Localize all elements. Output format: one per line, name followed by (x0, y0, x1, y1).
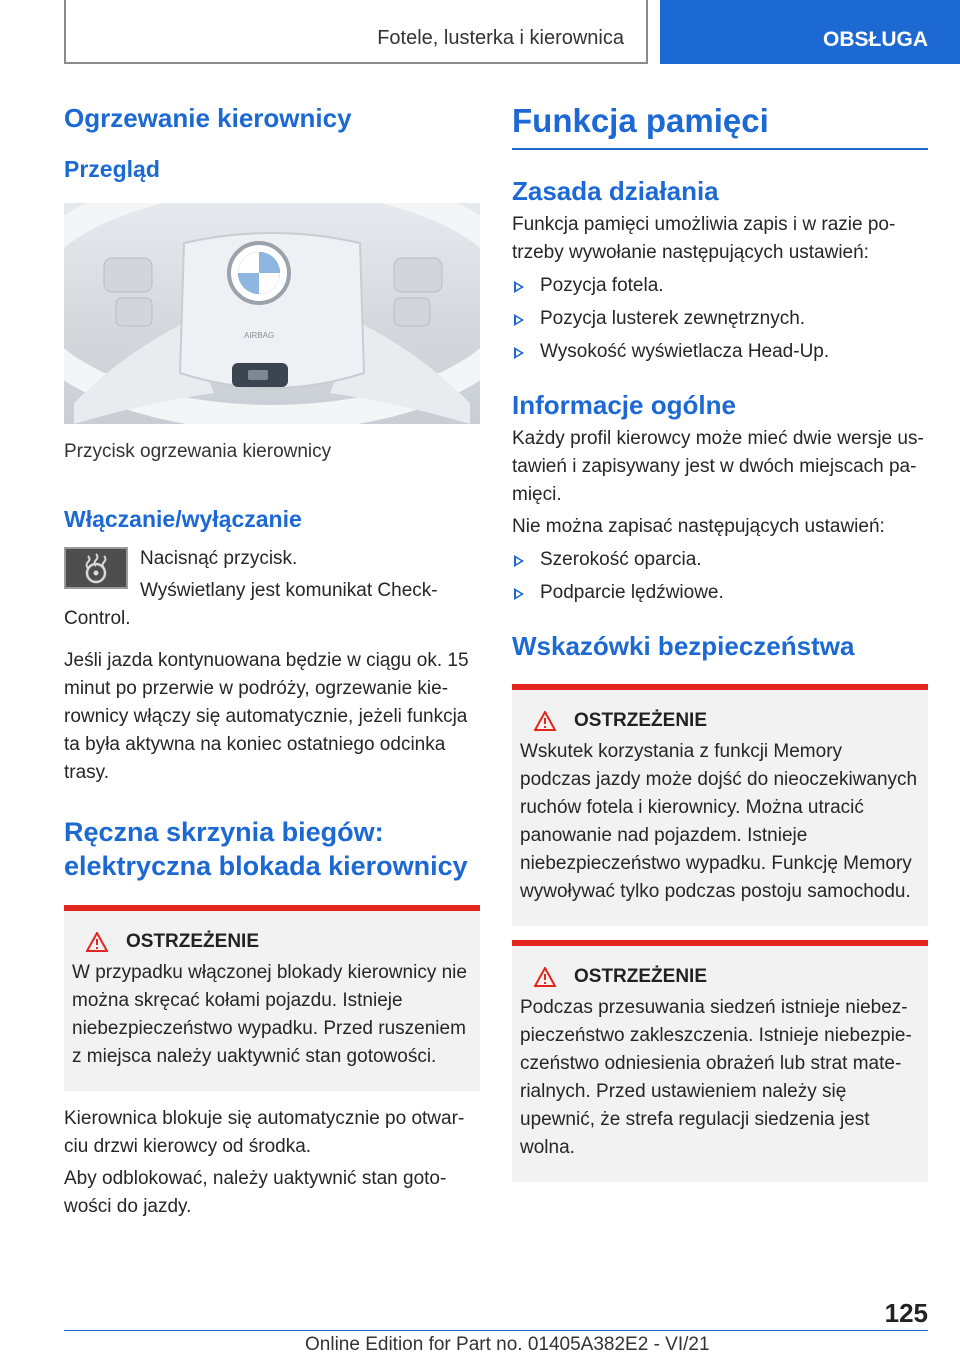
warning-box-steering-lock (64, 905, 480, 1091)
airbag-label: AIRBAG (244, 331, 275, 340)
warning-box-seat-pinch (512, 940, 928, 1182)
subsection-safety: Wskazówki bezpieczeństwa (512, 631, 855, 661)
principle-paragraph: Funkcja pamięci umożliwia zapis i w razie potrzeby wywołanie następujących ustawień: (512, 214, 896, 263)
list-item: Pozycja lusterek zewnętrznych. (512, 305, 928, 333)
list-item: Podparcie lędźwiowe. (512, 579, 928, 607)
photo-caption: Przycisk ogrzewania kierownicy (64, 441, 332, 462)
list-item: Szerokość oparcia. (512, 546, 928, 574)
warning-text: Podczas przesuwania siedzeń istnieje niebezpieczeństwo zakleszczenia. Istnieje niebezpieczeństwo odniesienia obrażeń lub strat materialnych. Przed ustawieniem należy się upewnić, że strefa regulacji siedzenia jest wolna. (520, 997, 912, 1158)
general-paragraph: Każdy profil kierowcy może mieć dwie wersje ustawień i zapisywany jest w dwóch miejscach pamięci. (512, 428, 924, 505)
steering-wheel-photo (64, 203, 480, 424)
principle-list (512, 272, 928, 366)
right-column (512, 100, 928, 1182)
list-item: Wysokość wyświetlacza Head-Up. (512, 338, 928, 366)
warning-label: OSTRZEŻENIE (574, 710, 708, 731)
warning-triangle-icon (534, 967, 556, 987)
auto-lock-paragraph: Kierownica blokuje się automatycznie po otwarciu drzwi kierowcy od środka. (64, 1108, 465, 1157)
header-chapter-label: OBSŁUGA (823, 28, 928, 51)
warning-box-memory-driving (512, 684, 928, 926)
header-section-title: Fotele, lusterka i kierownica (377, 27, 624, 49)
steering-wheel-illustration (64, 203, 480, 424)
auto-heating-paragraph: Jeśli jazda kontynuowana będzie w ciągu ok. 15 minut po przerwie w podróży, ogrzewanie kierownicy włączy się automatycznie, jeżeli funkcja ta była aktywna na koniec ostatniego odcinka trasy. (64, 650, 469, 783)
left-column (64, 100, 480, 1221)
list-item: Pozycja fotela. (512, 272, 928, 300)
section-title-steering-heating: Ogrzewanie kierownicy (64, 103, 352, 133)
warning-label: OSTRZEŻENIE (574, 966, 708, 987)
footer-divider (64, 1330, 928, 1331)
subsection-principle: Zasada działania (512, 176, 719, 206)
warning-label: OSTRZEŻENIE (126, 931, 260, 952)
check-control-continued: Control. (64, 608, 131, 629)
warning-text: Wskutek korzystania z funkcji Memory podczas jazdy może dojść do nieoczekiwanych ruchów fotela i kierownicy. Można utracić panowanie nad pojazdem. Istnieje niebezpieczeństwo wypadku. Funkcję Memory wywoływać tylko podczas postoju samochodu. (520, 741, 918, 902)
section-title-memory-function: Funkcja pamięci (512, 102, 928, 150)
subsection-overview: Przegląd (64, 156, 160, 182)
section-title-manual-gearbox: Ręczna skrzynia biegów: elektryczna blokada kierownicy (64, 817, 468, 881)
subsection-general-info: Informacje ogólne (512, 390, 736, 420)
header-frame (64, 0, 648, 64)
cannot-save-paragraph: Nie można zapisać następujących ustawień: (512, 516, 885, 537)
subsection-on-off: Włączanie/wyłączanie (64, 506, 302, 532)
cannot-save-list (512, 546, 928, 607)
header-chapter-tab[interactable] (660, 0, 960, 64)
warning-text: W przypadku włączonej blokady kierownicy nie można skręcać kołami pojazdu. Istnieje niebezpieczeństwo wypadku. Przed ruszeniem z miejsca należy uaktywnić stan gotowości. (72, 962, 467, 1067)
press-instruction: Nacisnąć przycisk. (140, 548, 298, 569)
warning-header (520, 966, 918, 988)
steering-wheel-heating-icon (64, 547, 128, 589)
warning-triangle-icon (534, 711, 556, 731)
warning-triangle-icon (86, 932, 108, 952)
unlock-paragraph: Aby odblokować, należy uaktywnić stan gotowości do jazdy. (64, 1168, 447, 1217)
check-control-message: Wyświetlany jest komunikat Check- (140, 580, 438, 601)
button-instruction (64, 545, 480, 633)
page-number: 125 (884, 1298, 928, 1328)
footer-edition: Online Edition for Part no. 01405A382E2 - VI/21 (305, 1334, 710, 1355)
warning-header (72, 931, 470, 953)
warning-header (520, 710, 918, 732)
